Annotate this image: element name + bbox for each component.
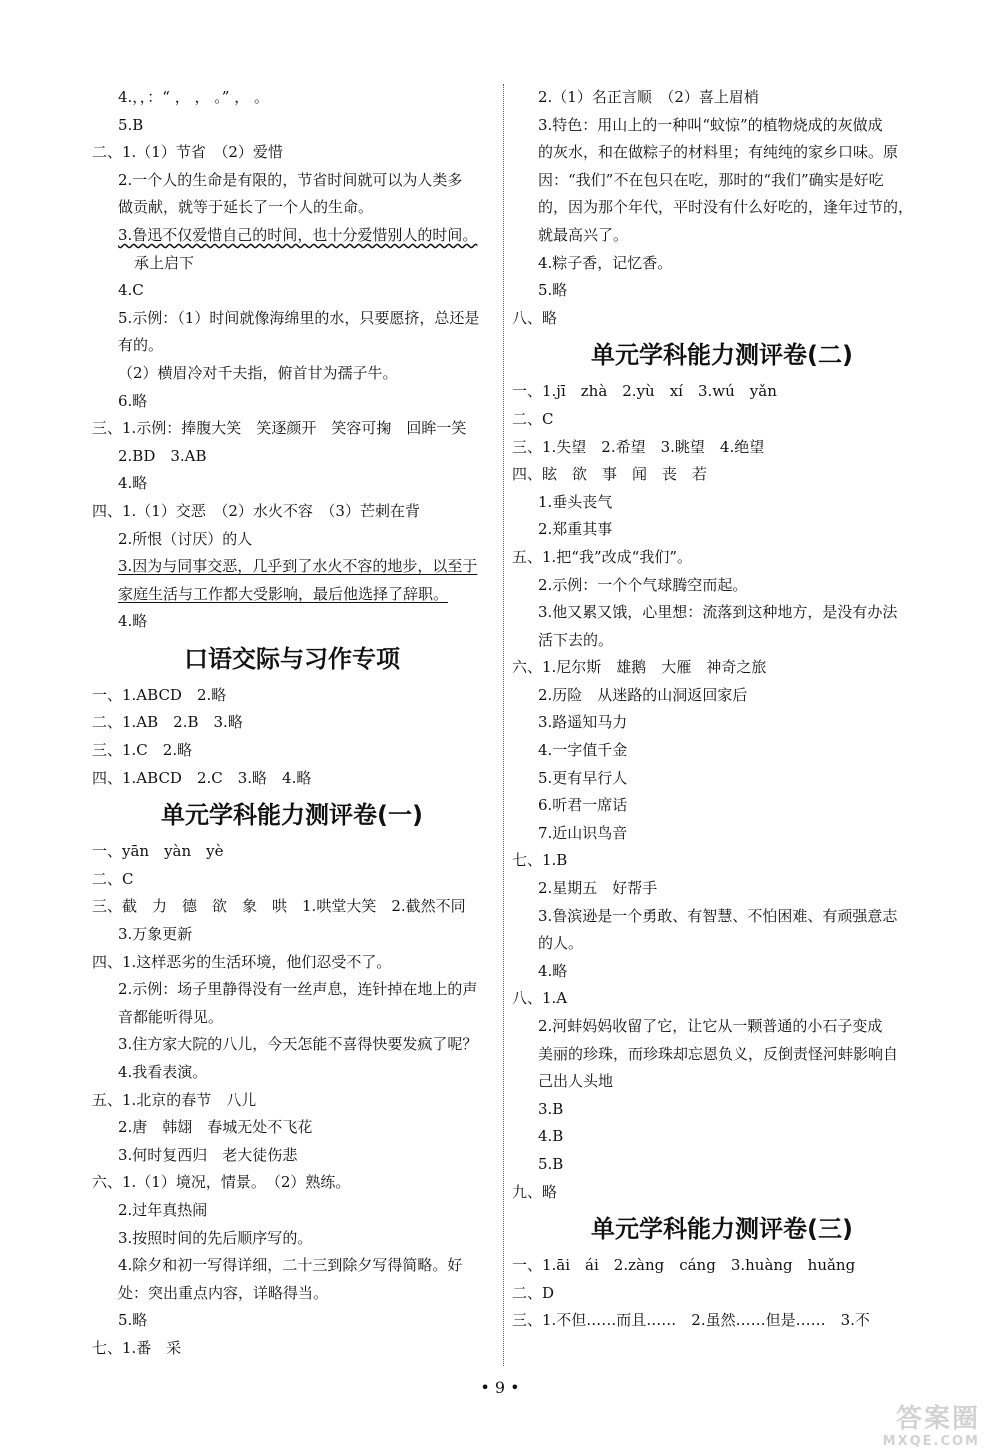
answer-text: 一、1.ABCD 2.略 — [92, 685, 227, 704]
right-column — [512, 84, 932, 1335]
answer-line — [92, 526, 492, 554]
answer-line — [512, 875, 932, 903]
answer-text: 3.他又累又饿，心里想：流落到这种地方，是没有办法 — [538, 603, 898, 622]
answer-line — [92, 608, 492, 636]
answer-line — [512, 903, 932, 931]
answer-line — [92, 1225, 492, 1253]
answer-line — [92, 167, 492, 195]
answer-text: 三、1.失望 2.希望 3.眺望 4.绝望 — [512, 437, 765, 456]
section-heading-text: 单元学科能力测评卷(三) — [591, 1215, 853, 1244]
answer-line — [512, 194, 932, 222]
answer-line — [92, 1197, 492, 1225]
section-heading — [512, 332, 932, 378]
answer-text: 做贡献，就等于延长了一个人的生命。 — [118, 198, 374, 217]
answer-text: 七、1.番 采 — [92, 1338, 182, 1357]
answer-line — [92, 1114, 492, 1142]
answer-line — [512, 1041, 932, 1069]
answer-line — [92, 84, 492, 112]
answer-text: 1.垂头丧气 — [538, 492, 613, 511]
answer-text: 六、1.尼尔斯 雄鹅 大雁 神奇之旅 — [512, 658, 767, 677]
answer-line — [512, 985, 932, 1013]
answer-text: 4.略 — [118, 612, 148, 631]
answer-line — [92, 866, 492, 894]
answer-line — [512, 627, 932, 655]
answer-line — [512, 737, 932, 765]
answer-text: 2.（1）名正言顺 （2）喜上眉梢 — [538, 88, 759, 106]
answer-line — [512, 305, 932, 333]
answer-text: 二、1.AB 2.B 3.略 — [92, 713, 243, 732]
answer-text: 三、1.示例：捧腹大笑 笑逐颜开 笑容可掬 回眸一笑 — [92, 419, 467, 438]
answer-text: 4.一字值千金 — [538, 741, 628, 760]
answer-line — [92, 949, 492, 977]
answer-line — [512, 544, 932, 572]
answer-text: 活下去的。 — [538, 630, 614, 649]
answer-line — [512, 1307, 932, 1335]
answer-text: 2.一个人的生命是有限的，节省时间就可以为人类多 — [118, 170, 463, 189]
answer-line — [92, 470, 492, 498]
answer-text: 四、眩 欲 事 闻 丧 若 — [512, 465, 708, 484]
answer-line — [92, 682, 492, 710]
answer-text: 4.我看表演。 — [118, 1063, 208, 1081]
section-heading — [512, 1206, 932, 1252]
answer-line — [92, 1087, 492, 1115]
answer-text: 6.听君一席话 — [538, 796, 628, 815]
answer-text: 2.示例：一个个气球腾空而起。 — [538, 575, 748, 594]
answer-line — [92, 139, 492, 167]
answer-text: 5.示例：（1）时间就像海绵里的水，只要愿挤，总还是 — [118, 308, 480, 327]
answer-text: 3.特色：用山上的一种叫“蚊惊”的植物烧成的灰做成 — [538, 115, 883, 134]
answer-line — [512, 958, 932, 986]
answer-text: 有的。 — [118, 336, 164, 355]
answer-line — [512, 277, 932, 305]
answer-line — [92, 250, 492, 278]
answer-text: 美丽的珍珠，而珍珠却忘恩负义，反倒责怪河蚌影响自 — [538, 1044, 899, 1063]
answer-text: 2.所恨（讨厌）的人 — [118, 529, 253, 548]
answer-line — [512, 406, 932, 434]
answer-text: 3.鲁迅不仅爱惜自己的时间，也十分爱惜别人的时间。 — [118, 225, 478, 244]
answer-text: 家庭生活与工作都大受影响，最后他选择了辞职。 — [118, 584, 449, 603]
answer-text: 三、1.不但……而且…… 2.虽然……但是…… 3.不 — [512, 1311, 870, 1330]
answer-text: 6.略 — [118, 391, 148, 410]
answer-text: 一、1.āi ái 2.zàng cáng 3.huàng huǎng — [512, 1256, 856, 1275]
answer-line — [92, 1252, 492, 1280]
answer-text: 的人。 — [538, 934, 584, 953]
answer-text: 九、略 — [512, 1182, 558, 1201]
watermark-text: 答案圈 — [895, 1404, 980, 1434]
answer-text: 一、yān yàn yè — [92, 842, 224, 861]
answer-text: 2.历险 从迷路的山洞返回家后 — [538, 685, 748, 704]
answer-line — [512, 1252, 932, 1280]
answer-text: 4.略 — [118, 474, 148, 493]
answer-line — [512, 1013, 932, 1041]
answer-line — [92, 360, 492, 388]
answer-text: （2）横眉冷对千夫指，俯首甘为孺子牛。 — [118, 363, 398, 382]
answer-line — [512, 250, 932, 278]
answer-text: 4.B — [538, 1127, 564, 1146]
answer-line — [512, 1151, 932, 1179]
answer-line — [512, 222, 932, 250]
answer-line — [92, 388, 492, 416]
answer-line — [512, 489, 932, 517]
answer-line — [92, 498, 492, 526]
answer-text: 二、C — [92, 869, 134, 888]
answer-line — [92, 1059, 492, 1087]
answer-text: 己出人头地 — [538, 1072, 614, 1091]
answer-line — [512, 167, 932, 195]
answer-line — [512, 820, 932, 848]
answer-text: 2.BD 3.AB — [118, 446, 207, 465]
answer-line — [92, 1307, 492, 1335]
answer-text: 五、1.把“我”改成“我们”。 — [512, 547, 692, 566]
answer-text: 八、1.A — [512, 989, 568, 1008]
answer-line — [92, 194, 492, 222]
section-heading-text: 单元学科能力测评卷(一) — [161, 801, 423, 830]
answer-text: 因：“我们”不在包只在吃，那时的“我们”确实是好吃 — [538, 170, 884, 189]
answer-line — [512, 682, 932, 710]
answer-text: 四、1.（1）交恶 （2）水火不容 （3）芒刺在背 — [92, 501, 420, 520]
answer-line — [92, 305, 492, 333]
answer-line — [92, 1142, 492, 1170]
answer-text: 5.B — [118, 115, 144, 134]
answer-text: 4.除夕和初一写得详细，二十三到除夕写得简略。好 — [118, 1256, 463, 1275]
answer-line — [512, 654, 932, 682]
answer-line — [92, 553, 492, 581]
answer-text: 4.，，：“ ， ， 。” ， 。 — [118, 88, 269, 106]
answer-text: 4.粽子香，记忆香。 — [538, 253, 673, 272]
column-divider — [503, 84, 504, 1366]
answer-text: 5.略 — [538, 281, 568, 300]
answer-text: 七、1.B — [512, 851, 568, 870]
answer-text: 处：突出重点内容，详略得当。 — [118, 1283, 329, 1302]
answer-line — [92, 893, 492, 921]
answer-line — [92, 581, 492, 609]
answer-line — [92, 332, 492, 360]
answer-text: 4.C — [118, 281, 144, 300]
answer-line — [92, 737, 492, 765]
answer-text: 二、C — [512, 409, 554, 428]
answer-text: 7.近山识鸟音 — [538, 823, 628, 842]
answer-text: 4.略 — [538, 961, 568, 980]
answer-line — [92, 1335, 492, 1363]
answer-text: 八、略 — [512, 308, 558, 327]
answer-text: 3.因为与同事交恶，几乎到了水火不容的地步，以至于 — [118, 557, 478, 576]
answer-line — [512, 112, 932, 140]
answer-line — [92, 765, 492, 793]
answer-line — [512, 1096, 932, 1124]
answer-line — [512, 1280, 932, 1308]
answer-line — [512, 84, 932, 112]
watermark-site: MXQE.COM — [882, 1434, 980, 1449]
answer-text: 3.住方家大院的八儿，今天怎能不喜得快要发疯了呢？ — [118, 1035, 478, 1054]
answer-text: 三、1.C 2.略 — [92, 741, 193, 760]
answer-line — [512, 599, 932, 627]
answer-text: 的灰水，和在做粽子的材料里；有纯纯的家乡口味。原 — [538, 143, 899, 162]
answer-text: 三、截 力 德 欲 象 哄 1.哄堂大笑 2.截然不同 — [92, 897, 466, 916]
section-heading — [92, 636, 492, 682]
answer-text: 2.河蚌妈妈收留了它，让它从一颗普通的小石子变成 — [538, 1017, 883, 1035]
answer-line — [512, 847, 932, 875]
section-heading-text: 口语交际与习作专项 — [184, 644, 400, 673]
answer-text: 5.更有早行人 — [538, 768, 628, 787]
answer-line — [512, 1179, 932, 1207]
answer-text: 一、1.jī zhà 2.yù xí 3.wú yǎn — [512, 382, 777, 401]
answer-line — [512, 930, 932, 958]
answer-line — [512, 1123, 932, 1151]
answer-line — [92, 112, 492, 140]
answer-line — [512, 378, 932, 406]
answer-line — [92, 1169, 492, 1197]
answer-line — [92, 1280, 492, 1308]
watermark-logo — [820, 1398, 980, 1449]
answer-text: 二、1.（1）节省 （2）爱惜 — [92, 143, 283, 162]
answer-line — [512, 461, 932, 489]
answer-line — [512, 572, 932, 600]
answer-line — [512, 792, 932, 820]
answer-text: 5.B — [538, 1154, 564, 1173]
answer-line — [92, 415, 492, 443]
answer-line — [92, 838, 492, 866]
answer-line — [512, 434, 932, 462]
answer-line — [92, 1031, 492, 1059]
section-heading — [92, 792, 492, 838]
answer-line — [92, 921, 492, 949]
answer-text: 二、D — [512, 1283, 555, 1302]
answer-text: 2.唐 韩翃 春城无处不飞花 — [118, 1118, 313, 1137]
answer-line — [512, 1068, 932, 1096]
answer-text: 六、1.（1）境况，情景。 （2）熟练。 — [92, 1173, 351, 1192]
answer-text: 四、1.ABCD 2.C 3.略 4.略 — [92, 768, 312, 787]
answer-text: 3.B — [538, 1099, 564, 1118]
answer-text: 2.过年真热闹 — [118, 1200, 208, 1219]
answer-line — [92, 709, 492, 737]
answer-text: 就最高兴了。 — [538, 225, 629, 244]
answer-text: 2.星期五 好帮手 — [538, 879, 658, 898]
section-heading-text: 单元学科能力测评卷(二) — [591, 341, 853, 370]
answer-line — [512, 765, 932, 793]
answer-text: 的，因为那个年代，平时没有什么好吃的，逢年过节的， — [538, 198, 914, 217]
answer-line — [92, 222, 492, 250]
answer-text: 2.示例：场子里静得没有一丝声息，连针掉在地上的声 — [118, 980, 478, 999]
answer-text: 3.按照时间的先后顺序写的。 — [118, 1228, 313, 1247]
answer-line — [92, 443, 492, 471]
left-column — [92, 84, 492, 1363]
answer-line — [92, 976, 492, 1004]
answer-line — [512, 139, 932, 167]
answer-text: 音都能听得见。 — [118, 1007, 224, 1026]
answer-text: 3.路遥知马力 — [538, 713, 628, 732]
answer-line — [92, 1004, 492, 1032]
answer-text: 3.何时复西归 老大徒伤悲 — [118, 1145, 298, 1164]
answer-line — [92, 277, 492, 305]
answer-line — [512, 709, 932, 737]
answer-text: 5.略 — [118, 1311, 148, 1330]
answer-text: 五、1.北京的春节 八儿 — [92, 1090, 257, 1109]
answer-text: 3.万象更新 — [118, 925, 193, 944]
page-number: • 9 • — [480, 1378, 520, 1397]
answer-text: 3.鲁滨逊是一个勇敢、有智慧、不怕困难、有顽强意志 — [538, 906, 898, 925]
answer-line — [512, 516, 932, 544]
answer-text: 承上启下 — [134, 253, 195, 272]
answer-text: 2.郑重其事 — [538, 520, 613, 539]
answer-text: 四、1.这样恶劣的生活环境，他们忍受不了。 — [92, 952, 392, 971]
